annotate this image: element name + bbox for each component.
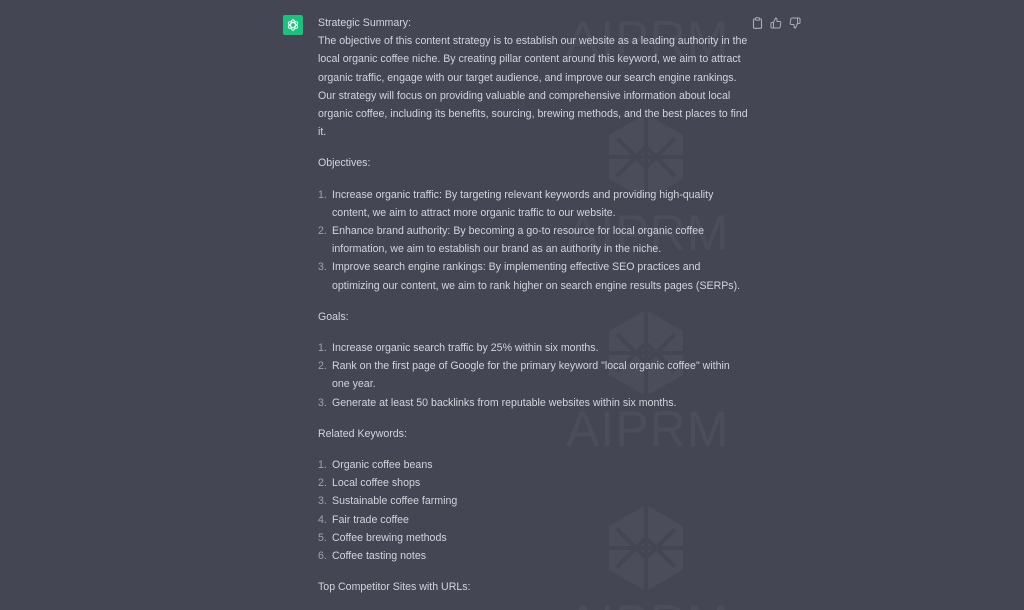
thumbs-up-icon bbox=[770, 17, 782, 29]
thumbs-down-icon bbox=[789, 17, 801, 29]
list-item: 2. Local coffee shops bbox=[318, 477, 421, 490]
assistant-message bbox=[318, 14, 748, 596]
summary-text: The objective of this content strategy is to establish our website as a leading authority in the local organic coffee niche. By creating pillar content around this keyword, we aim to attract organic traffic, engage with our target audience, and improve our search engine rankings. Our strategy will focus on providing valuable and comprehensive information about local organic coffee, including its benefits, sourcing, brewing methods, and the best places to find it. bbox=[318, 35, 748, 139]
dislike-button[interactable] bbox=[787, 15, 803, 31]
goals-heading: Goals: bbox=[318, 310, 349, 323]
watermark-text bbox=[566, 598, 728, 610]
list-item: 4. Fair trade coffee bbox=[318, 513, 409, 526]
keywords-heading: Related Keywords: bbox=[318, 427, 407, 440]
list-item: 3. Generate at least 50 backlinks from reputable websites within six months. bbox=[318, 396, 677, 409]
list-item: 6. Coffee tasting notes bbox=[318, 550, 427, 563]
like-button[interactable] bbox=[768, 15, 784, 31]
list-item: 1. Increase organic search traffic by 25% within six months. bbox=[318, 342, 599, 355]
openai-logo-icon bbox=[286, 18, 300, 32]
summary-heading: Strategic Summary: bbox=[318, 17, 412, 29]
copy-button[interactable] bbox=[749, 15, 765, 31]
assistant-avatar bbox=[283, 15, 303, 35]
list-item: 1. Increase organic traffic: By targeting relevant keywords and providing high-quality content, we aim to attract more organic traffic to our website. bbox=[318, 188, 714, 219]
list-item: 2. Rank on the first page of Google for the primary keyword "local organic coffee" within one year. bbox=[318, 360, 730, 391]
goals-list bbox=[318, 339, 748, 412]
list-item: 3. Sustainable coffee farming bbox=[318, 495, 458, 508]
objectives-heading: Objectives: bbox=[318, 157, 371, 170]
keywords-list bbox=[318, 456, 748, 565]
list-item: 5. Coffee brewing methods bbox=[318, 531, 447, 544]
list-item: 2. Enhance brand authority: By becoming a go-to resource for local organic coffee information, we aim to establish our brand as an authority in the niche. bbox=[318, 225, 704, 256]
list-item: 1. Organic coffee beans bbox=[318, 459, 433, 472]
message-actions bbox=[749, 15, 803, 31]
list-item: 3. Improve search engine rankings: By implementing effective SEO practices and optimizing our content, we aim to rank higher on search engine results pages (SERPs). bbox=[318, 261, 741, 292]
objectives-list bbox=[318, 186, 748, 295]
clipboard-icon bbox=[752, 17, 763, 29]
competitors-heading: Top Competitor Sites with URLs: bbox=[318, 581, 471, 594]
